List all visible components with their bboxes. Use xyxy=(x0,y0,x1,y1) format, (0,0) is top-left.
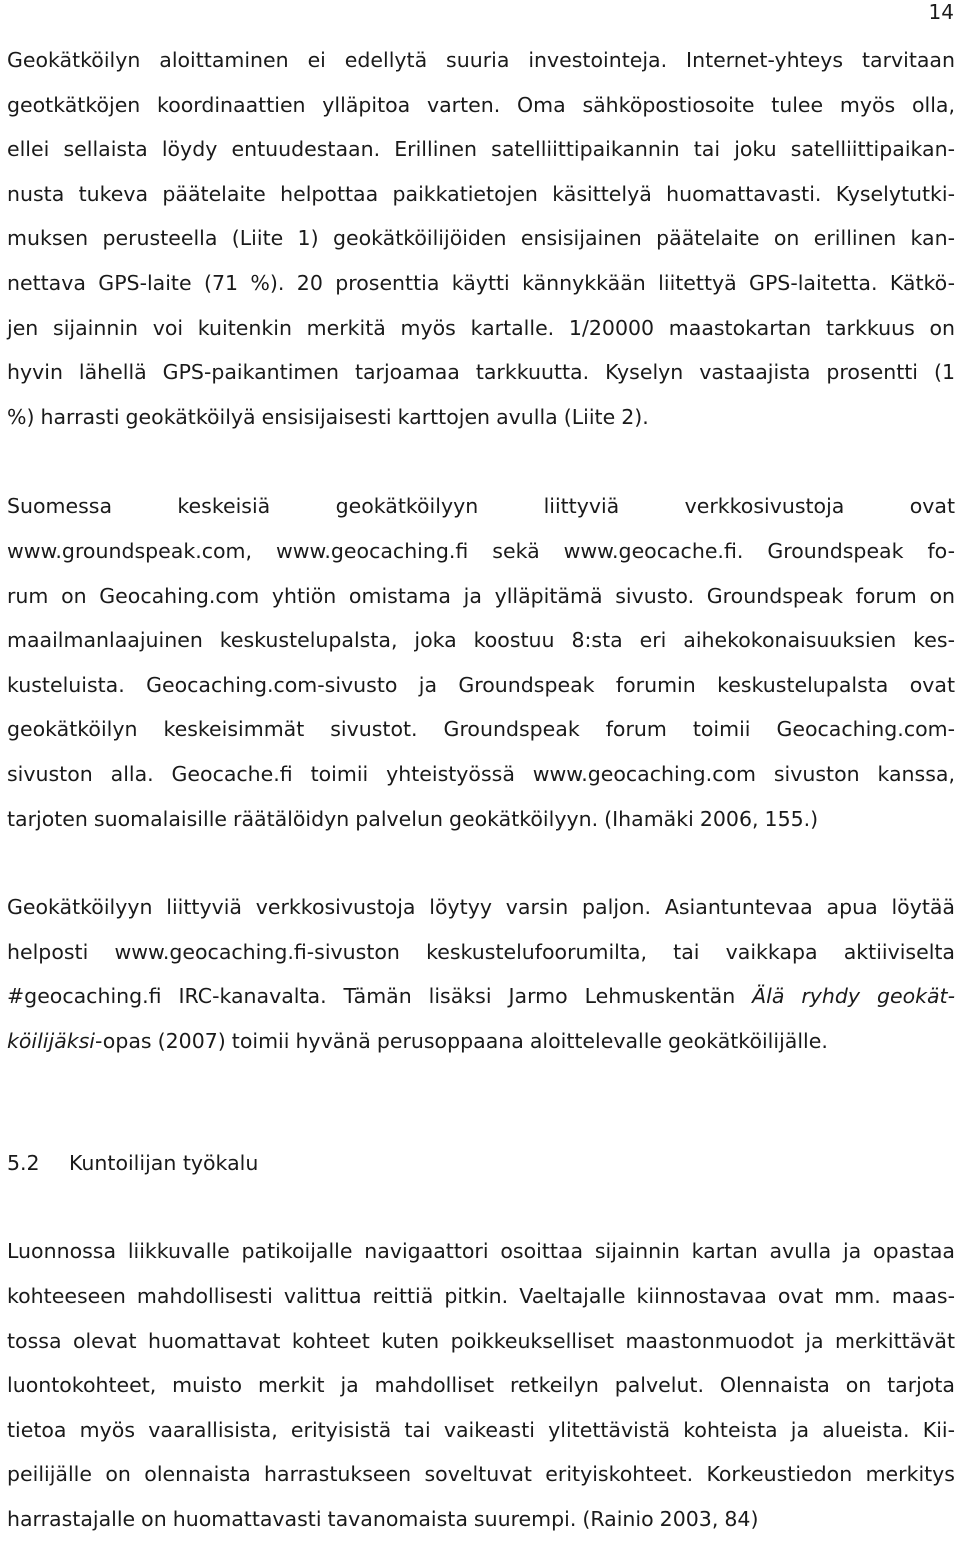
page-number: 14 xyxy=(928,0,954,24)
section-title: Kuntoilijan työkalu xyxy=(69,1151,259,1176)
text-line: Luonnossa liikkuvalle patikoijalle navigaattori osoittaa sijainnin kartan avulla ja opastaa xyxy=(7,1239,955,1264)
text-line xyxy=(7,1019,955,1064)
text-line: peilijälle on olennaista harrastukseen soveltuvat erityiskohteet. Korkeustiedon merkitys xyxy=(7,1462,955,1487)
book-title-part2: köilijäksi xyxy=(7,1028,96,1053)
text-line: nettava GPS-laite (71 %). 20 prosenttia käytti kännykkään liitettyä GPS-laitetta. Kätkö- xyxy=(7,270,955,295)
section-heading xyxy=(7,1141,955,1185)
text-line-plain: #geocaching.fi IRC-kanavalta. Tämän lisäksi Jarmo Lehmuskentän xyxy=(7,984,753,1009)
text-line: geokätköilyn keskeisimmät sivustot. Groundspeak forum toimii Geocaching.com- xyxy=(7,717,955,742)
text-line: kusteluista. Geocaching.com-sivusto ja Groundspeak forumin keskustelupalsta ovat xyxy=(7,672,955,697)
text-line: jen sijainnin voi kuitenkin merkitä myös kartalle. 1/20000 maastokartan tarkkuus on xyxy=(7,315,955,340)
paragraph-p4 xyxy=(7,1229,955,1541)
text-line: hyvin lähellä GPS-paikantimen tarjoamaa tarkkuutta. Kyselyn vastaajista prosentti (1 xyxy=(7,360,955,385)
paragraph-p2 xyxy=(7,484,955,841)
text-line: %) harrasti geokätköilyä ensisijaisesti karttojen avulla (Liite 2). xyxy=(7,404,649,429)
text-line: maailmanlaajuinen keskustelupalsta, joka koostuu 8:sta eri aihekokonaisuuksien kes- xyxy=(7,628,955,653)
book-title-part1: Älä ryhdy geokät- xyxy=(752,984,955,1009)
text-line: Suomessa keskeisiä geokätköilyyn liittyviä verkkosivustoja ovat xyxy=(7,494,955,519)
text-line-plain: -opas (2007) toimii hyvänä perusoppaana aloittelevalle geokätköilijälle. xyxy=(95,1028,828,1053)
text-line: Geokätköilyyn liittyviä verkkosivustoja löytyy varsin paljon. Asiantuntevaa apua löytää xyxy=(7,895,955,920)
text-line: sivuston alla. Geocache.fi toimii yhteistyössä www.geocaching.com sivuston kanssa, xyxy=(7,761,955,786)
section-number: 5.2 xyxy=(7,1151,40,1176)
text-line xyxy=(7,974,955,1019)
text-line: rum on Geocahing.com yhtiön omistama ja ylläpitämä sivusto. Groundspeak forum on xyxy=(7,583,955,608)
paragraph-p3 xyxy=(7,885,955,1063)
text-line: Geokätköilyn aloittaminen ei edellytä suuria investointeja. Internet-yhteys tarvitaan xyxy=(7,48,955,72)
text-line: tietoa myös vaarallisista, erityisistä tai vaikeasti ylitettävistä kohteista ja alueista. Kii- xyxy=(7,1417,955,1442)
text-line: www.groundspeak.com, www.geocaching.fi sekä www.geocache.fi. Groundspeak fo- xyxy=(7,538,955,563)
document-body xyxy=(7,38,955,1542)
text-line: luontokohteet, muisto merkit ja mahdolliset retkeilyn palvelut. Olennaista on tarjota xyxy=(7,1373,955,1398)
text-line: helposti www.geocaching.fi-sivuston keskustelufoorumilta, tai vaikkapa aktiiviselta xyxy=(7,939,955,964)
text-line: harrastajalle on huomattavasti tavanomaista suurempi. (Rainio 2003, 84) xyxy=(7,1507,759,1532)
text-line: geotkätköjen koordinaattien ylläpitoa varten. Oma sähköpostiosoite tulee myös olla, xyxy=(7,92,955,117)
paragraph-p1 xyxy=(7,38,955,439)
text-line: ellei sellaista löydy entuudestaan. Erillinen satelliittipaikannin tai joku satelliittipaikan- xyxy=(7,137,955,162)
text-line: tossa olevat huomattavat kohteet kuten poikkeukselliset maastonmuodot ja merkittävät xyxy=(7,1328,955,1353)
text-line: muksen perusteella (Liite 1) geokätköilijöiden ensisijainen päätelaite on erillinen kan- xyxy=(7,226,955,251)
text-line: kohteeseen mahdollisesti valittua reittiä pitkin. Vaeltajalle kiinnostavaa ovat mm. maas- xyxy=(7,1284,955,1309)
text-line: tarjoten suomalaisille räätälöidyn palvelun geokätköilyyn. (Ihamäki 2006, 155.) xyxy=(7,806,819,831)
text-line: nusta tukeva päätelaite helpottaa paikkatietojen käsittelyä huomattavasti. Kyselytutki- xyxy=(7,181,955,206)
